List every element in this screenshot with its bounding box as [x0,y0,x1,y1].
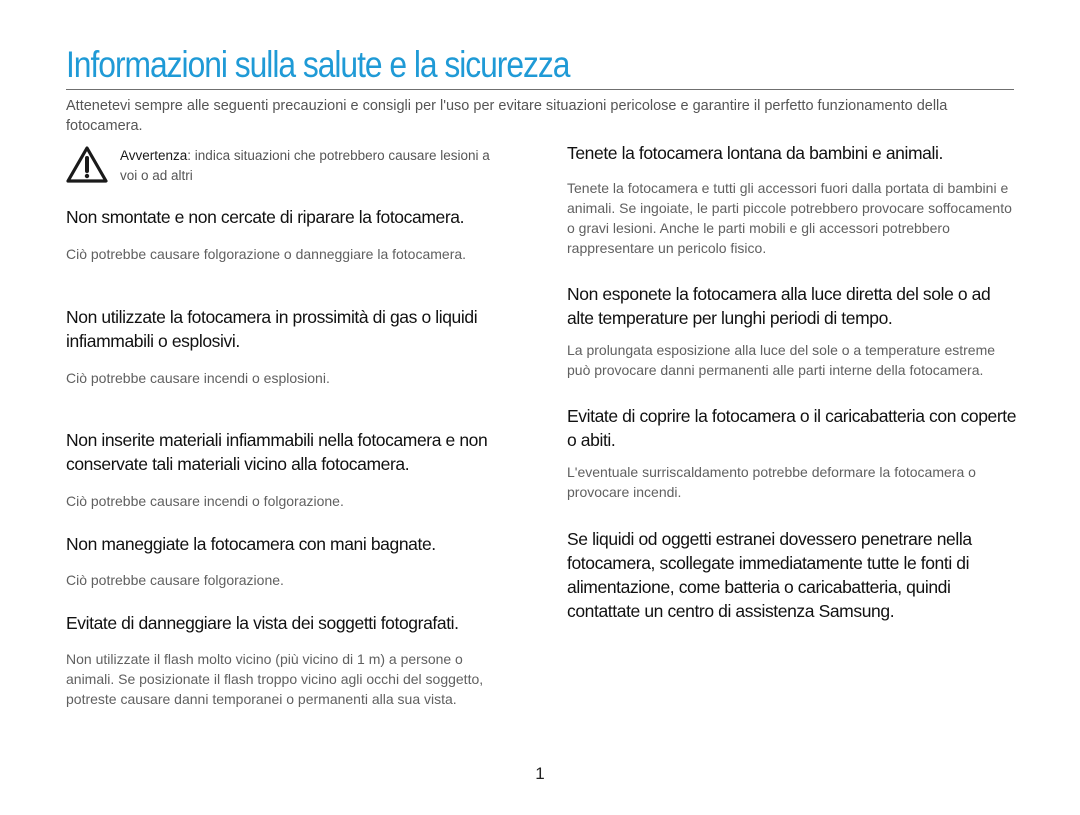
intro-text: Attenetevi sempre alle seguenti precauzioni e consigli per l'uso per evitare situazioni pericolose e garantire il perfetto funzionamento della fotocamera. [66,98,948,134]
safety-item [66,532,506,590]
safety-item [567,404,1019,502]
warning-triangle-icon [66,146,108,184]
safety-item [66,428,506,511]
safety-item [66,611,506,709]
page-number: 1 [535,764,545,783]
safety-heading: Evitate di danneggiare la vista dei soggetti fotografati. [66,613,459,633]
safety-heading: Tenete la fotocamera lontana da bambini e animali. [567,143,943,163]
safety-body: Non utilizzate il flash molto vicino (più vicino di 1 m) a persone o animali. Se posizionate il flash troppo vicino agli occhi del soggetto, potreste causare danni temporanei o permanenti alla sua vista. [66,651,484,707]
page-title: Informazioni sulla salute e la sicurezza [66,44,570,85]
safety-body: L'eventuale surriscaldamento potrebbe deformare la fotocamera o provocare incendi. [567,464,976,500]
safety-body: Ciò potrebbe causare folgorazione o danneggiare la fotocamera. [66,246,467,262]
safety-heading: Non inserite materiali infiammabili nella fotocamera e non conservate tali materiali vicino alla fotocamera. [66,430,488,474]
safety-heading: Non smontate e non cercate di riparare la fotocamera. [66,207,465,227]
warning-text: : indica situazioni che potrebbero causare lesioni a voi o ad altri [120,148,490,183]
safety-item [66,205,506,264]
safety-body: Ciò potrebbe causare folgorazione. [66,572,284,588]
safety-body: Ciò potrebbe causare incendi o folgorazione. [66,493,344,509]
safety-item [66,305,506,388]
safety-body: Ciò potrebbe causare incendi o esplosioni. [66,370,330,386]
safety-heading: Evitate di coprire la fotocamera o il caricabatteria con coperte o abiti. [567,406,1017,450]
safety-body: Tenete la fotocamera e tutti gli accessori fuori dalla portata di bambini e animali. Se ingoiate, le parti piccole potrebbero provocare soffocamento o gravi lesioni. Anche le parti mobili e gli accessori potrebbero rappresentare un pericolo fisico. [567,180,1012,256]
safety-item [567,141,1019,258]
safety-body: La prolungata esposizione alla luce del sole o a temperature estreme può provocare danni permanenti alle parti interne della fotocamera. [567,342,996,378]
warning-label: Avvertenza [120,148,188,163]
right-column [567,141,1019,623]
left-column [66,205,506,709]
safety-item [567,282,1019,380]
title-divider [66,89,1014,90]
safety-item [567,527,1019,623]
safety-heading: Non utilizzate la fotocamera in prossimità di gas o liquidi infiammabili o esplosivi. [66,307,478,351]
safety-heading: Se liquidi od oggetti estranei dovessero penetrare nella fotocamera, scollegate immediatamente tutte le fonti di alimentazione, come batteria o caricabatteria, quindi contattate un centro di assistenza Samsung. [567,529,972,621]
safety-heading: Non esponete la fotocamera alla luce diretta del sole o ad alte temperature per lunghi periodi di tempo. [567,284,991,328]
safety-heading: Non maneggiate la fotocamera con mani bagnate. [66,534,436,554]
warning-description [120,146,510,186]
